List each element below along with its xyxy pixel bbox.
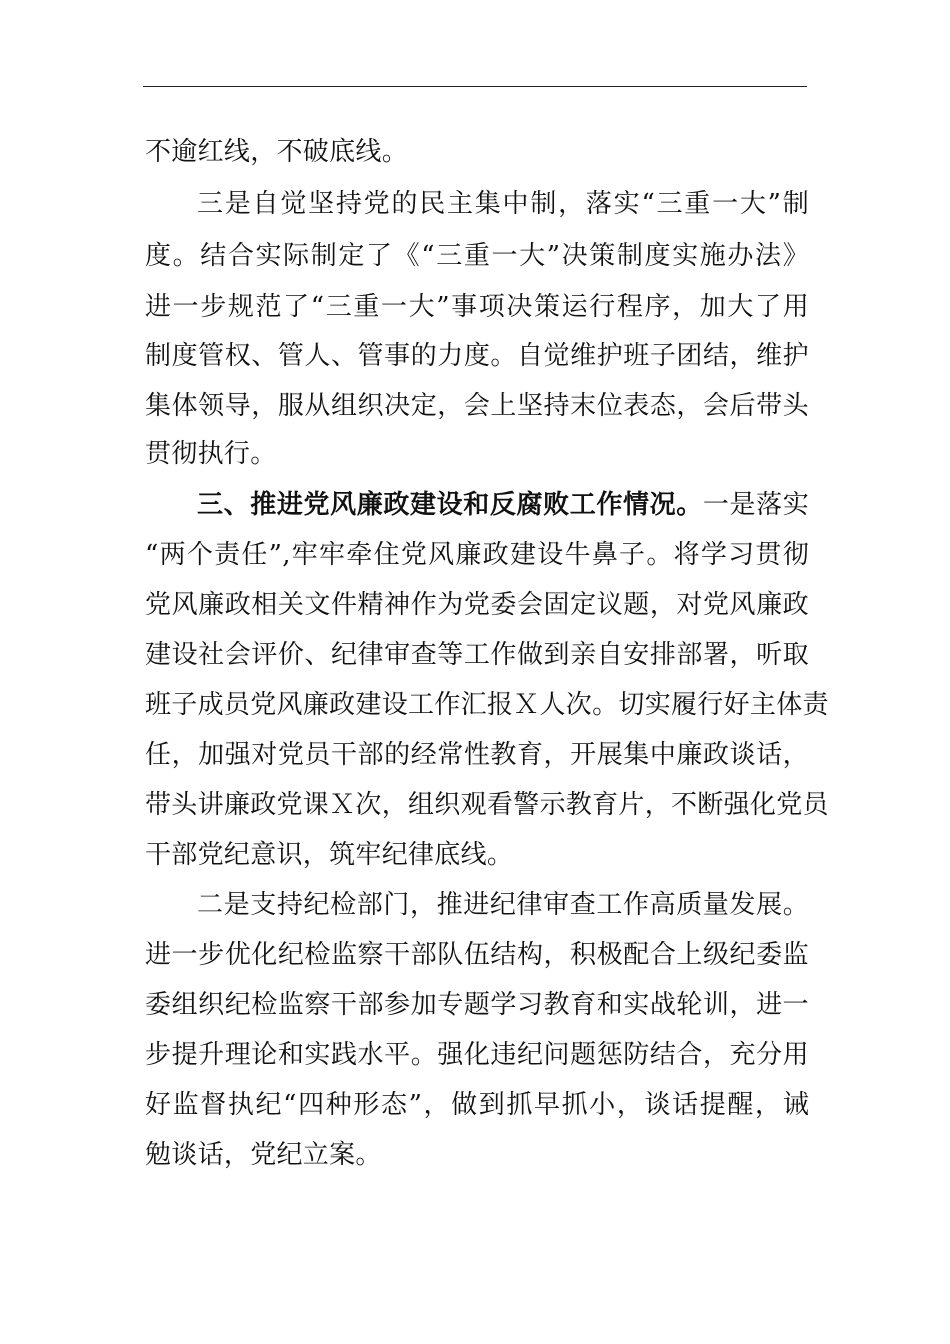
text-line: 建设社会评价、纪律审查等工作做到亲自安排部署，听取 <box>145 640 809 670</box>
text-line: 党风廉政相关文件精神作为党委会固定议题，对党风廉政 <box>145 590 809 620</box>
text-line: 任，加强对党员干部的经常性教育，开展集中廉政谈话， <box>145 740 809 770</box>
text-line: 进一步优化纪检监察干部队伍结构，积极配合上级纪委监 <box>145 940 809 970</box>
text-line: 进一步规范了“三重一大”事项决策运行程序，加大了用 <box>145 292 809 322</box>
text-line: 委组织纪检监察干部参加专题学习教育和实战轮训，进一 <box>145 990 809 1020</box>
section-heading-continuation: 一是落实 <box>702 490 809 520</box>
text-line: 勉谈话，党纪立案。 <box>145 1140 382 1170</box>
text-line: 好监督执纪“四种形态”，做到抓早抓小，谈话提醒，诫 <box>145 1090 809 1120</box>
text-line: “两个责任”,牢牢牵住党风廉政建设牛鼻子。将学习贯彻 <box>145 540 809 570</box>
section-heading: 三、推进党风廉政建设和反腐败工作情况。 <box>197 490 703 520</box>
header-rule <box>143 86 807 87</box>
text-line: 三是自觉坚持党的民主集中制，落实“三重一大”制 <box>197 189 809 219</box>
text-line: 二是支持纪检部门，推进纪律审查工作高质量发展。 <box>197 890 809 920</box>
text-line: 制度管权、管人、管事的力度。自觉维护班子团结，维护 <box>145 341 809 371</box>
text-line: 贯彻执行。 <box>145 439 277 469</box>
text-line: 度。结合实际制定了《“三重一大”决策制度实施办法》 <box>145 241 809 271</box>
text-line: 集体领导，服从组织决定，会上坚持末位表态，会后带头 <box>145 391 809 421</box>
text-line: 不逾红线，不破底线。 <box>145 137 409 167</box>
text-line: 带头讲廉政党课Ｘ次，组织观看警示教育片，不断强化党员 <box>145 790 829 820</box>
text-line: 班子成员党风廉政建设工作汇报Ｘ人次。切实履行好主体责 <box>145 690 829 720</box>
text-line: 步提升理论和实践水平。强化违纪问题惩防结合，充分用 <box>145 1040 809 1070</box>
text-line: 干部党纪意识，筑牢纪律底线。 <box>145 840 514 870</box>
section-heading-line <box>197 485 809 525</box>
